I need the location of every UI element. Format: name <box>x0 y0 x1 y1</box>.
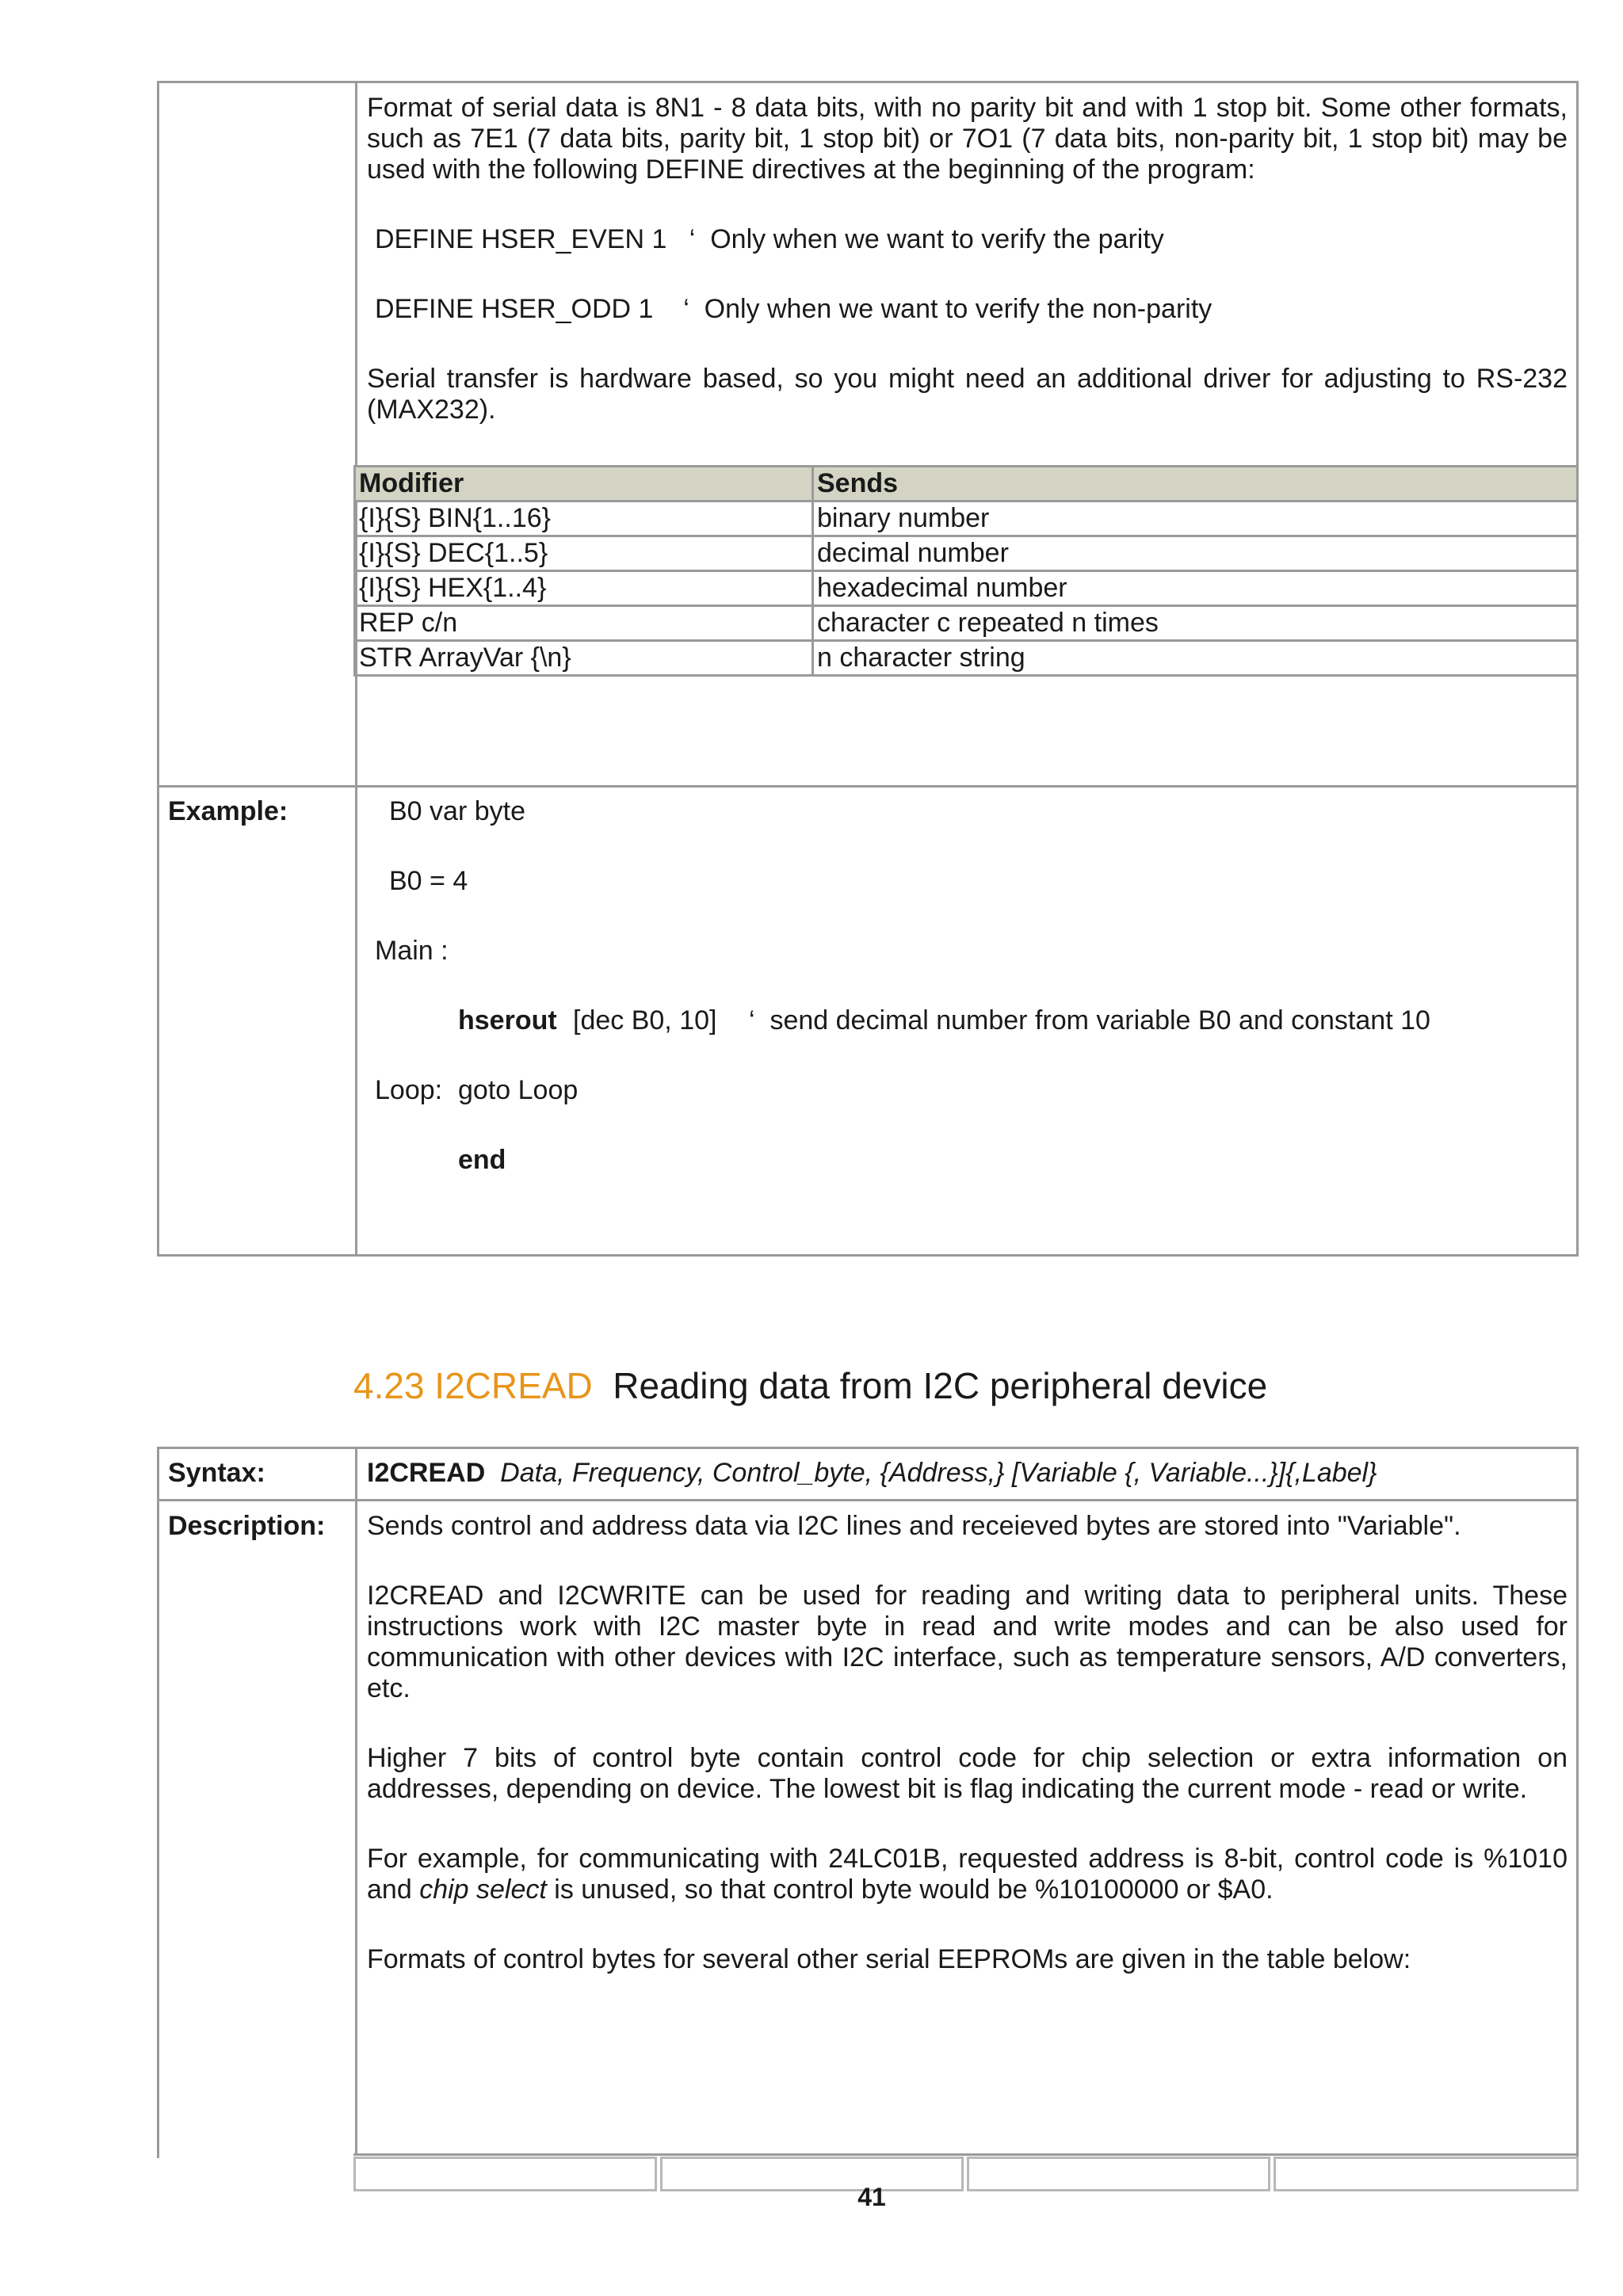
table-row <box>355 571 1578 606</box>
description-paragraph-4 <box>367 1844 1568 1905</box>
sends-cell: n character string <box>813 641 1578 676</box>
section-heading-title: Reading data from I2C peripheral device <box>613 1365 1268 1406</box>
section-heading <box>353 1364 1267 1407</box>
section-heading-number: 4.23 I2CREAD <box>353 1365 593 1406</box>
description-paragraph-1: Sends control and address data via I2C lines and receieved bytes are stored into "Variable". <box>367 1511 1461 1541</box>
sends-cell: character c repeated n times <box>813 606 1578 641</box>
description-paragraph-5: Formats of control bytes for several other serial EEPROMs are given in the table below: <box>367 1944 1411 1974</box>
define-odd-line: DEFINE HSER_ODD 1 ‘ Only when we want to verify the non-parity <box>375 294 1212 324</box>
syntax-line <box>367 1458 1377 1489</box>
modifier-cell: {I}{S} HEX{1..4} <box>355 571 813 606</box>
description-label: Description: <box>168 1511 326 1541</box>
desc4-text-end: is unused, so that control byte would be %10100000 or $A0. <box>546 1875 1274 1905</box>
description-paragraph-3: Higher 7 bits of control byte contain control code for chip selection or extra information on addresses, depending on device. The lowest bit is flag indicating the current mode - read or write. <box>367 1743 1568 1804</box>
table-row <box>355 641 1578 676</box>
lower-table-row-divider <box>157 1499 1579 1501</box>
sends-cell: binary number <box>813 502 1578 536</box>
header-modifier: Modifier <box>355 467 813 502</box>
example-hserout-args: [dec B0, 10] <box>573 1005 717 1035</box>
modifier-cell: {I}{S} BIN{1..16} <box>355 502 813 536</box>
sends-cell: hexadecimal number <box>813 571 1578 606</box>
desc4-emphasis: chip select <box>419 1875 547 1905</box>
lower-table-bottom-border <box>353 2153 1579 2156</box>
table-row <box>355 606 1578 641</box>
serial-format-paragraph: Format of serial data is 8N1 - 8 data bits, with no parity bit and with 1 stop bit. Some other formats, such as 7E1 (7 data bits, parity bit, 1 stop bit) or 7O1 (7 data bits, non-parity bit, 1 stop bit) may be used with the following DEFINE directives at the beginning of the program: <box>367 93 1568 185</box>
next-table-cell <box>967 2157 1270 2191</box>
upper-table-row-divider <box>157 785 1579 788</box>
syntax-keyword: I2CREAD <box>367 1458 486 1488</box>
example-loop-code: goto Loop <box>458 1075 579 1105</box>
example-hserout-keyword: hserout <box>458 1005 557 1035</box>
define-even-line: DEFINE HSER_EVEN 1 ‘ Only when we want to verify the parity <box>375 224 1164 254</box>
example-code-line-3: Main : <box>375 936 449 966</box>
table-row <box>355 536 1578 571</box>
modifier-table <box>353 465 1579 677</box>
table-row <box>355 502 1578 536</box>
syntax-label: Syntax: <box>168 1458 265 1488</box>
sends-cell: decimal number <box>813 536 1578 571</box>
syntax-arguments: Data, Frequency, Control_byte, {Address,} [Variable {, Variable...}]{,Label} <box>500 1458 1377 1488</box>
next-table-cell <box>1274 2157 1579 2191</box>
example-hserout-comment: ‘ send decimal number from variable B0 and constant 10 <box>749 1005 1430 1035</box>
example-code-line-2: B0 = 4 <box>389 866 468 896</box>
next-table-cell <box>353 2157 657 2191</box>
modifier-cell: STR ArrayVar {\n} <box>355 641 813 676</box>
modifier-table-header <box>355 467 1578 502</box>
page-number: 41 <box>857 2183 886 2211</box>
example-label: Example: <box>168 796 288 826</box>
description-paragraph-2: I2CREAD and I2CWRITE can be used for reading and writing data to peripheral units. These instructions work with I2C master byte in read and write modes and can be also used for communication with other devices with I2C interface, such as temperature sensors, A/D converters, etc. <box>367 1581 1568 1703</box>
hardware-note-paragraph: Serial transfer is hardware based, so you might need an additional driver for adjusting to RS-232 (MAX232). <box>367 364 1568 425</box>
example-loop-label: Loop: <box>375 1075 443 1105</box>
lower-table-column-divider <box>355 1447 357 2156</box>
header-sends: Sends <box>813 467 1578 502</box>
desc4-text-start: For example, for communicating with 24LC01B, requested address is 8-bit, control code is %1010 and <box>367 1844 1568 1905</box>
modifier-cell: {I}{S} DEC{1..5} <box>355 536 813 571</box>
example-end-keyword: end <box>458 1145 506 1175</box>
example-code-line-1: B0 var byte <box>389 796 525 826</box>
modifier-cell: REP c/n <box>355 606 813 641</box>
